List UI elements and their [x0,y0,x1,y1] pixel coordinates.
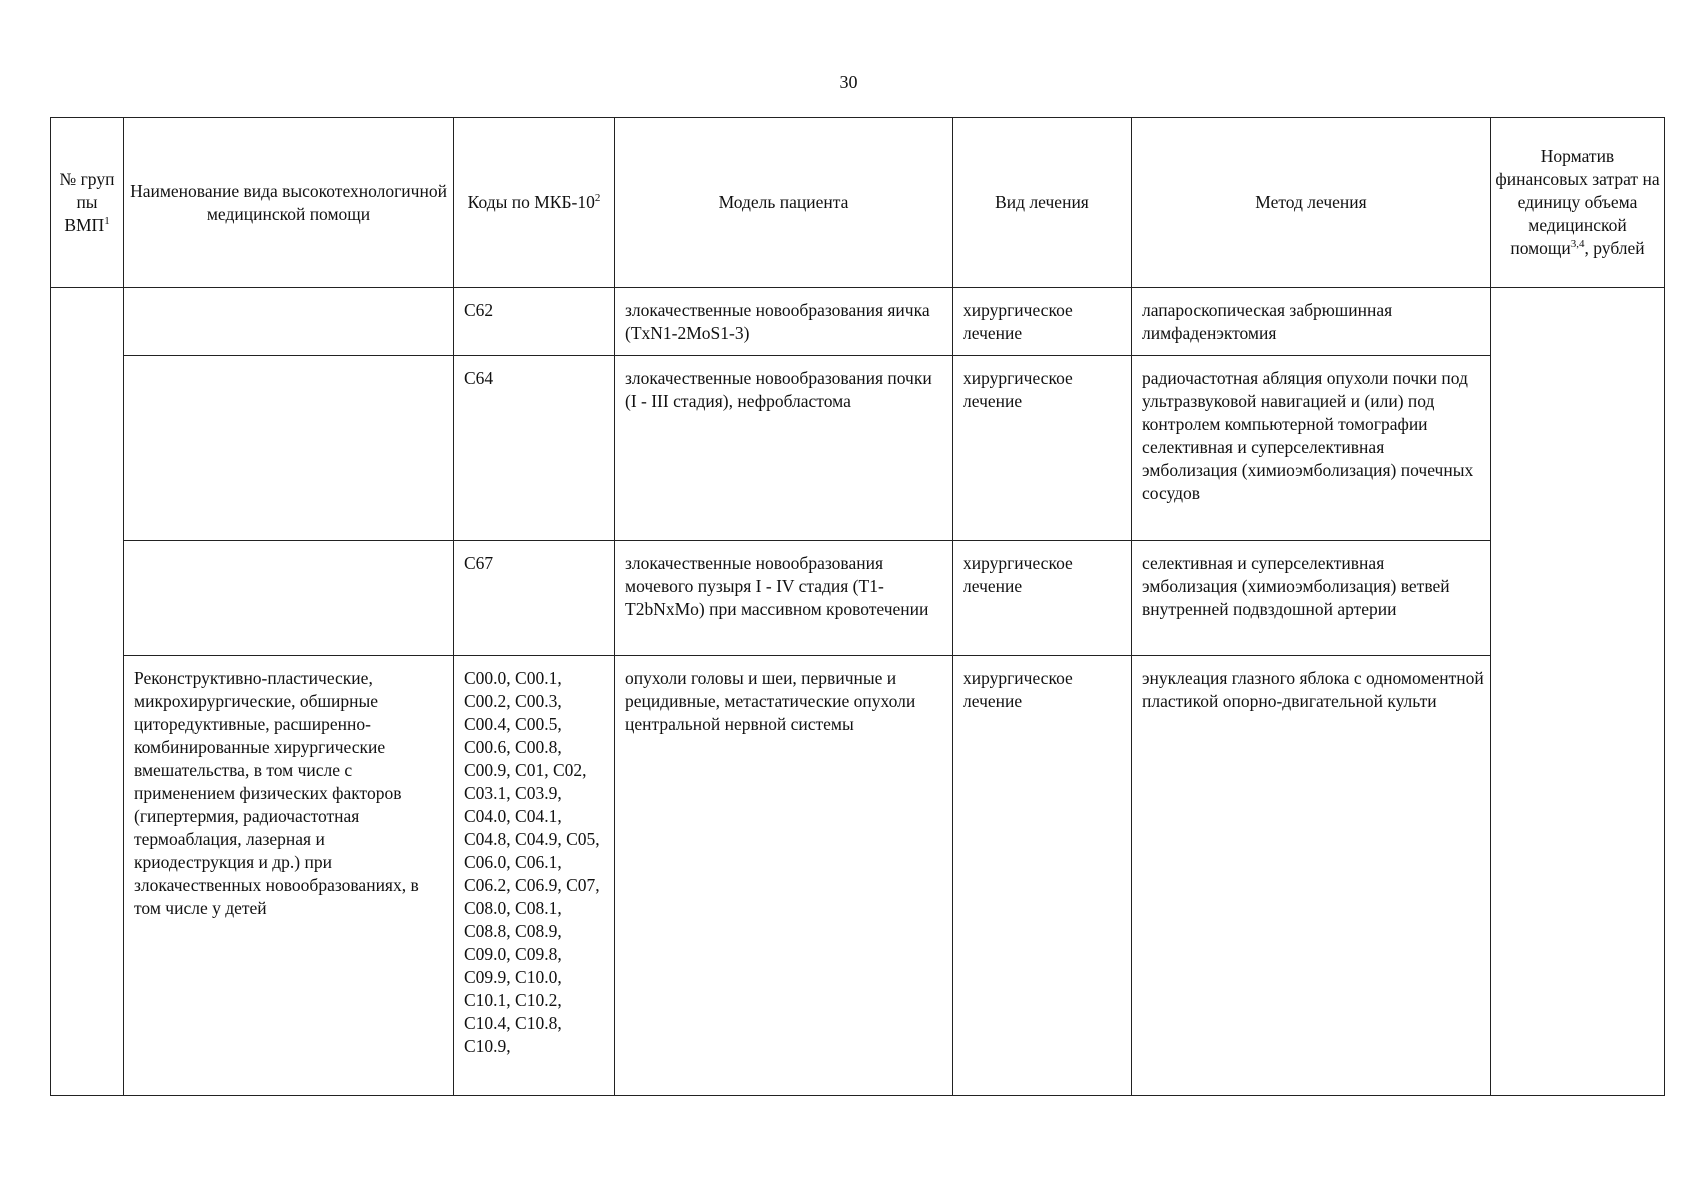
header-treatment-method: Метод лечения [1132,118,1491,288]
table-row [51,356,1665,541]
vmp-table [50,117,1665,1096]
treatment-method-cell: энуклеация глазного яблока с одномоментной пластикой опорно-двигательной культи [1132,656,1491,1096]
table-row [51,541,1665,656]
patient-model-cell: злокачественные новообразования почки (I - III стадия), нефробластома [615,356,953,541]
header-patient-model: Модель пациента [615,118,953,288]
patient-model-cell: злокачественные новообразования мочевого пузыря I - IV стадия (T1-T2bNxMo) при массивном кровотечении [615,541,953,656]
treatment-type-cell: хирургическое лечение [953,288,1132,356]
header-vmp-name: Наименование вида высокотехнологичной медицинской помощи [124,118,454,288]
table-header-row [51,118,1665,288]
table-row [51,656,1665,1096]
treatment-type-cell: хирургическое лечение [953,356,1132,541]
table-row [51,288,1665,356]
treatment-type-cell: хирургическое лечение [953,541,1132,656]
header-treatment-type: Вид лечения [953,118,1132,288]
header-group-no: № груп пы ВМП$^1$ [51,118,124,288]
icd-codes-cell: C62 [454,288,615,356]
header-icd-codes: Коды по МКБ-$10^2$ [454,118,615,288]
vmp-name-cell [124,356,454,541]
patient-model-cell: опухоли головы и шеи, первичные и рецидивные, метастатические опухоли центральной нервной системы [615,656,953,1096]
treatment-method-cell: лапароскопическая забрюшинная лимфаденэктомия [1132,288,1491,356]
icd-codes-cell: C00.0, C00.1, C00.2, C00.3, C00.4, C00.5, C00.6, C00.8, C00.9, C01, C02, C03.1, C03.9, C04.0, C04.1, C04.8, C04.9, C05, C06.0, C06.1, C06.2, C06.9, C07, C08.0, C08.1, C08.8, C08.9, C09.0, C09.8, C09.9, C10.0, C10.1, C10.2, C10.4, C10.8, C10.9, [454,656,615,1096]
vmp-name-cell: Реконструктивно-пластические, микрохирургические, обширные циторедуктивные, расширенно-комбинированные хирургические вмешательства, в том числе с применением физических факторов (гипертермия, радиочастотная термоаблация, лазерная и криодеструкция и др.) при злокачественных новообразованиях, в том числе у детей [124,656,454,1096]
page-number: 30 [839,72,858,92]
icd-codes-cell: C64 [454,356,615,541]
patient-model-cell: злокачественные новообразования яичка (TxN1-2MoS1-3) [615,288,953,356]
icd-codes-cell: C67 [454,541,615,656]
treatment-type-cell: хирургическое лечение [953,656,1132,1096]
header-cost-norm: Норматив финансовых затрат на единицу объема медицинской помощи$^{3,4}$, рублей [1491,118,1665,288]
treatment-method-cell: радиочастотная абляция опухоли почки под ультразвуковой навигацией и (или) под контролем компьютерной томографии селективная и суперселективная эмболизация (химиоэмболизация) почечных сосудов [1132,356,1491,541]
vmp-name-cell [124,288,454,356]
treatment-method-cell: селективная и суперселективная эмболизация (химиоэмболизация) ветвей внутренней подвздошной артерии [1132,541,1491,656]
vmp-name-cell [124,541,454,656]
group-no-cell [51,288,124,1096]
cost-norm-cell [1491,288,1665,1096]
